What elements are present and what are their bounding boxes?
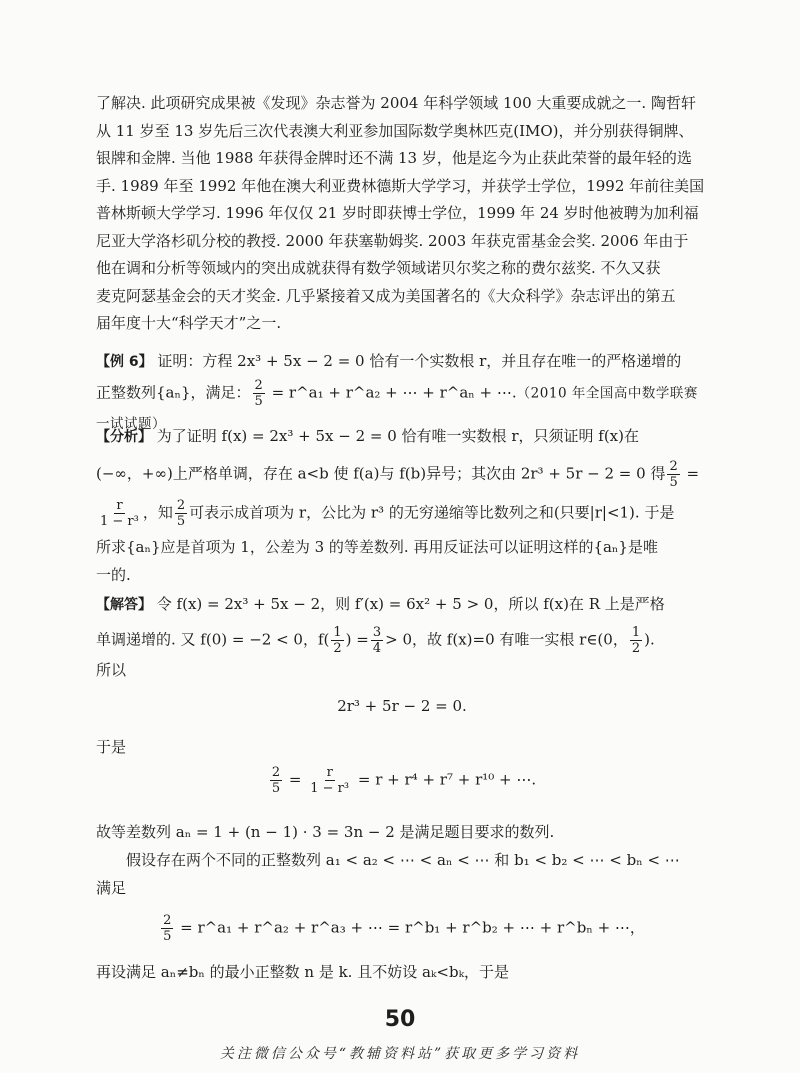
equation: $\frac{2}{5}$ = r^a₁ + r^a₂ + r^a₃ + ⋯ = r^b₁ + r^b₂ + ⋯ + r^bₙ + ⋯， [163, 913, 645, 944]
solution-tag: 【解答】 [96, 597, 152, 613]
example-tag: 【例 6】 [96, 354, 153, 370]
fraction: $\frac{3}{4}$ [372, 625, 382, 656]
analysis-line: 为了证明 f(x) = 2x³ + 5x − 2 = 0 恰有唯一实数根 r，只须证明 f(x)在 [156, 427, 639, 445]
example-line: 正整数列{aₙ}，满足： [96, 383, 251, 402]
bio-line: 尼亚大学洛杉矶分校的教授. 2000 年获塞勒姆奖. 2003 年获克雷基金会奖. 2006 年由于 [96, 231, 689, 250]
page-number: 50 [384, 1007, 416, 1032]
analysis-line: 可表示成首项为 r，公比为 r³ 的无穷递缩等比数列之和(只要|r|<1). 于是 [189, 503, 675, 522]
bio-line: 了解决. 此项研究成果被《发现》杂志誉为 2004 年科学领域 100 大重要成就之一. 陶哲轩 [96, 94, 696, 112]
bio-line: 普林斯顿大学学习. 1996 年仅仅 21 岁时即获博士学位，1999 年 24 岁时他被聘为加利福 [96, 204, 699, 222]
footer-note: 关注微信公众号“教辅资料站”获取更多学习资料 [219, 1046, 581, 1062]
biography-paragraph [96, 90, 708, 338]
solution-line: 故等差数列 aₙ = 1 + (n − 1) · 3 = 3n − 2 是满足题目要求的数列. [96, 823, 555, 841]
bio-line: 从 11 岁至 13 岁先后三次代表澳大利亚参加国际数学奥林匹克(IMO)，并分别获得铜牌、 [96, 121, 694, 140]
bio-line: 手. 1989 年至 1992 年他在澳大利亚费林德斯大学学习，并获学士学位，1992 年前往美国 [96, 176, 705, 195]
fraction: $\frac{2}{5}$ [669, 459, 678, 490]
fraction: $\frac{2}{5}$ [176, 498, 186, 529]
fraction: $\frac{1}{2}$ [333, 625, 342, 656]
fraction: $\frac{r}{\text{1 − r³}}$ [100, 498, 139, 529]
problem-source: （2010 年全国高中数学联赛一试试题） [96, 385, 698, 432]
example-line: = r^a₁ + r^a₂ + ⋯ + r^aₙ + ⋯. [266, 383, 517, 402]
fraction: $\frac{2}{5}$ [254, 378, 263, 409]
analysis-block: 【分析】 为了证明 f(x) = 2x³ + 5x − 2 = 0 恰有唯一实数根 r，只须证明 f(x)在 (−∞，+∞)上严格单调，存在 a<b 使 f(a)与 f(b)异号；其次由 2r³ + 5r − 2 = 0 得 $\frac{2}{5}$ = $\frac{r}{\text{1 − r³}}$ ，知 $\frac{2}{5}$ 可表示成首项为 r，公比为 r³ 的无穷递缩等比数列之和(只要|r|<1). 于是 所求{aₙ}应是首项为 1，公差为 3 的等差数列. 再用反证法可以证明这样的{aₙ}是唯 一的. [96, 422, 708, 589]
bio-line: 他在调和分析等领域内的突出成就获得有数学领域诺贝尔奖之称的费尔兹奖. 不久又获 [96, 259, 661, 277]
analysis-line: 所求{aₙ}应是首项为 1，公差为 3 的等差数列. 再用反证法可以证明这样的{aₙ}是唯 [96, 538, 658, 556]
bio-line: 银牌和金牌. 当他 1988 年获得金牌时还不满 13 岁，他是迄今为止获此荣誉的最年轻的选 [96, 149, 692, 167]
example-line: 证明：方程 2x³ + 5x − 2 = 0 恰有一个实数根 r，并且存在唯一的严格递增的 [157, 352, 682, 370]
equation: 2r³ + 5r − 2 = 0. [337, 697, 467, 715]
solution-line: 于是 [96, 738, 127, 756]
solution-line: 再设满足 aₙ≠bₙ 的最小正整数 n 是 k. 且不妨设 aₖ<bₖ，于是 [96, 963, 510, 981]
bio-line: 届年度十大“科学天才”之一. [96, 314, 282, 332]
solution-line: 所以 [96, 661, 127, 679]
analysis-line: (−∞，+∞)上严格单调，存在 a<b 使 f(a)与 f(b)异号；其次由 2r³ + 5r − 2 = 0 得 [96, 464, 666, 483]
analysis-tag: 【分析】 [96, 429, 152, 445]
solution-line: 满足 [96, 879, 127, 897]
solution-line: 假设存在两个不同的正整数列 a₁ < a₂ < ⋯ < aₙ < ⋯ 和 b₁ < b₂ < ⋯ < bₙ < ⋯ [126, 851, 680, 869]
solution-block: 【解答】 令 f(x) = 2x³ + 5x − 2，则 f′(x) = 6x² + 5 > 0，所以 f(x)在 R 上是严格 单调递增的. 又 f(0) = −2 < 0，f( $\frac{1}{2}$ ) = $\frac{3}{4}$ > 0，故 f(x)=0 有唯一实根 r∈(0， $\frac{1}{2}$ ). 所以 [96, 590, 708, 684]
analysis-line: 一的. [96, 566, 131, 584]
equation: $\frac{2}{5}$ = $\frac{r}{\text{1 − r³}}$ = r + r⁴ + r⁷ + r¹⁰ + ⋯. [271, 765, 537, 796]
bio-line: 麦克阿瑟基金会的天才奖金. 几乎紧接着又成为美国著名的《大众科学》杂志评出的第五 [96, 286, 676, 305]
solution-line: 令 f(x) = 2x³ + 5x − 2，则 f′(x) = 6x² + 5 > 0，所以 f(x)在 R 上是严格 [156, 595, 665, 613]
fraction: $\frac{1}{2}$ [631, 625, 641, 656]
